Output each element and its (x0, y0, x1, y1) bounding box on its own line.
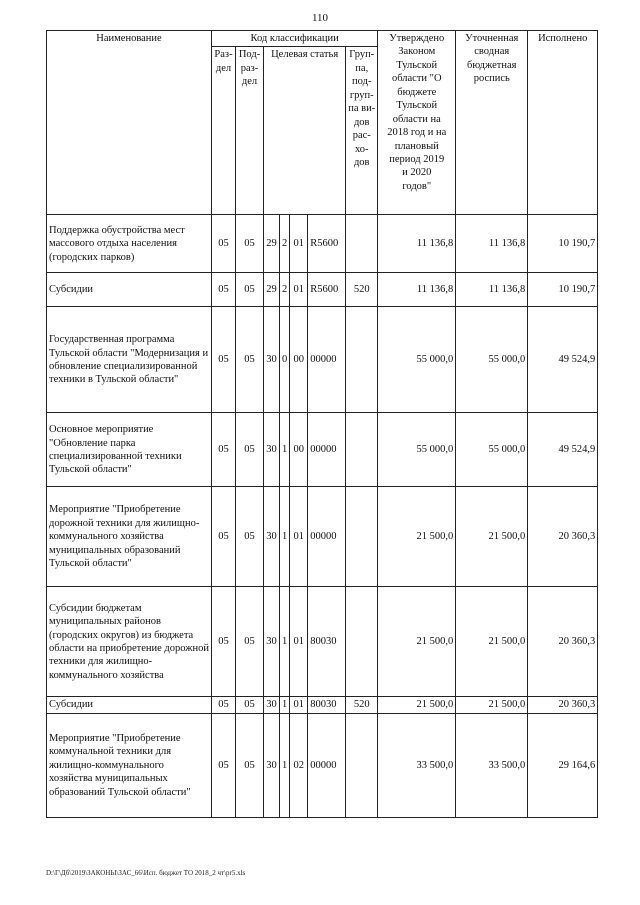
row-approved: 11 136,8 (378, 273, 456, 307)
row-target-event: 01 (290, 487, 308, 587)
row-target-code: R5600 (308, 215, 346, 273)
row-approved: 55 000,0 (378, 413, 456, 487)
row-revised: 21 500,0 (456, 487, 528, 587)
header-razdel: Раз- дел (212, 47, 236, 215)
row-approved: 11 136,8 (378, 215, 456, 273)
row-vid (346, 587, 378, 697)
row-razdel: 05 (212, 697, 236, 713)
row-podrazdel: 05 (236, 487, 264, 587)
row-target-event: 00 (290, 307, 308, 413)
row-target-program: 30 (264, 713, 280, 817)
row-name: Основное мероприятие "Обновление парка специализированной техники Тульской области" (47, 413, 212, 487)
row-target-program: 29 (264, 273, 280, 307)
row-name: Субсидии (47, 273, 212, 307)
row-target-code: 00000 (308, 713, 346, 817)
header-podrazdel: Под- раз- дел (236, 47, 264, 215)
row-name: Мероприятие "Приобретение коммунальной техники для жилищно-коммунального хозяйства муниципальных образований Тульской области" (47, 713, 212, 817)
row-approved: 21 500,0 (378, 697, 456, 713)
row-target-subprogram: 1 (280, 587, 290, 697)
row-target-event: 01 (290, 587, 308, 697)
table-row (47, 587, 598, 697)
row-target-subprogram: 2 (280, 215, 290, 273)
row-approved: 55 000,0 (378, 307, 456, 413)
header-target: Целевая статья (264, 47, 346, 215)
header-revised: Уточненная сводная бюджетная роспись (456, 31, 528, 215)
row-target-subprogram: 1 (280, 713, 290, 817)
row-vid (346, 307, 378, 413)
row-name: Мероприятие "Приобретение дорожной техники для жилищно-коммунального хозяйства муниципальных образований Тульской области" (47, 487, 212, 587)
row-revised: 21 500,0 (456, 697, 528, 713)
row-target-code: 80030 (308, 587, 346, 697)
header-vid: Груп- па, под- груп- па ви- дов рас- хо- дов (346, 47, 378, 215)
row-target-event: 01 (290, 215, 308, 273)
row-razdel: 05 (212, 273, 236, 307)
row-name: Государственная программа Тульской области "Модернизация и обновление специализированной техники в Тульской области" (47, 307, 212, 413)
row-target-code: R5600 (308, 273, 346, 307)
row-executed: 10 190,7 (528, 273, 598, 307)
row-executed: 10 190,7 (528, 215, 598, 273)
row-revised: 33 500,0 (456, 713, 528, 817)
row-target-program: 30 (264, 413, 280, 487)
row-approved: 21 500,0 (378, 587, 456, 697)
file-path-footer: D:\Г\Дб\2019\ЗАКОНЫ\ЗАС_66\Исп. бюджет ТО 2018_2 чт\pr5.xls (46, 869, 246, 877)
table-row (47, 487, 598, 587)
row-target-program: 30 (264, 487, 280, 587)
header-approved: Утверждено Законом Тульской области "О бюджете Тульской области на 2018 год и на плановый период 2019 и 2020 годов" (378, 31, 456, 215)
row-target-code: 00000 (308, 307, 346, 413)
row-target-code: 00000 (308, 487, 346, 587)
table-row (47, 307, 598, 413)
row-razdel: 05 (212, 587, 236, 697)
table-row (47, 413, 598, 487)
row-target-event: 02 (290, 713, 308, 817)
row-target-event: 00 (290, 413, 308, 487)
header-code-group: Код классификации (212, 31, 378, 47)
row-executed: 49 524,9 (528, 413, 598, 487)
row-target-subprogram: 0 (280, 307, 290, 413)
row-podrazdel: 05 (236, 413, 264, 487)
row-target-program: 30 (264, 587, 280, 697)
row-target-subprogram: 2 (280, 273, 290, 307)
row-podrazdel: 05 (236, 307, 264, 413)
row-executed: 20 360,3 (528, 697, 598, 713)
row-razdel: 05 (212, 487, 236, 587)
row-vid (346, 487, 378, 587)
row-podrazdel: 05 (236, 215, 264, 273)
row-vid: 520 (346, 697, 378, 713)
row-target-event: 01 (290, 273, 308, 307)
header-executed: Исполнено (528, 31, 598, 215)
table-row (47, 273, 598, 307)
row-executed: 20 360,3 (528, 587, 598, 697)
row-target-program: 30 (264, 697, 280, 713)
row-approved: 33 500,0 (378, 713, 456, 817)
row-razdel: 05 (212, 713, 236, 817)
row-vid: 520 (346, 273, 378, 307)
row-revised: 11 136,8 (456, 273, 528, 307)
row-revised: 21 500,0 (456, 587, 528, 697)
row-name: Поддержка обустройства мест массового отдыха населения (городских парков) (47, 215, 212, 273)
row-vid (346, 713, 378, 817)
table-row (47, 697, 598, 713)
row-razdel: 05 (212, 307, 236, 413)
budget-table (46, 30, 598, 818)
row-target-subprogram: 1 (280, 487, 290, 587)
row-approved: 21 500,0 (378, 487, 456, 587)
row-name: Субсидии (47, 697, 212, 713)
row-target-program: 29 (264, 215, 280, 273)
row-podrazdel: 05 (236, 697, 264, 713)
row-executed: 49 524,9 (528, 307, 598, 413)
row-target-event: 01 (290, 697, 308, 713)
table-row (47, 215, 598, 273)
row-podrazdel: 05 (236, 587, 264, 697)
row-vid (346, 413, 378, 487)
row-revised: 55 000,0 (456, 413, 528, 487)
row-target-subprogram: 1 (280, 413, 290, 487)
row-name: Субсидии бюджетам муниципальных районов (городских округов) из бюджета области на приобретение дорожной техники для жилищно-коммунального хозяйства (47, 587, 212, 697)
row-target-program: 30 (264, 307, 280, 413)
row-podrazdel: 05 (236, 273, 264, 307)
row-revised: 11 136,8 (456, 215, 528, 273)
row-executed: 20 360,3 (528, 487, 598, 587)
page-number: 110 (311, 12, 329, 24)
row-target-code: 00000 (308, 413, 346, 487)
row-razdel: 05 (212, 413, 236, 487)
row-razdel: 05 (212, 215, 236, 273)
table-row (47, 713, 598, 817)
row-vid (346, 215, 378, 273)
row-executed: 29 164,6 (528, 713, 598, 817)
row-target-subprogram: 1 (280, 697, 290, 713)
row-revised: 55 000,0 (456, 307, 528, 413)
row-podrazdel: 05 (236, 713, 264, 817)
header-name: Наименование (47, 31, 212, 215)
row-target-code: 80030 (308, 697, 346, 713)
